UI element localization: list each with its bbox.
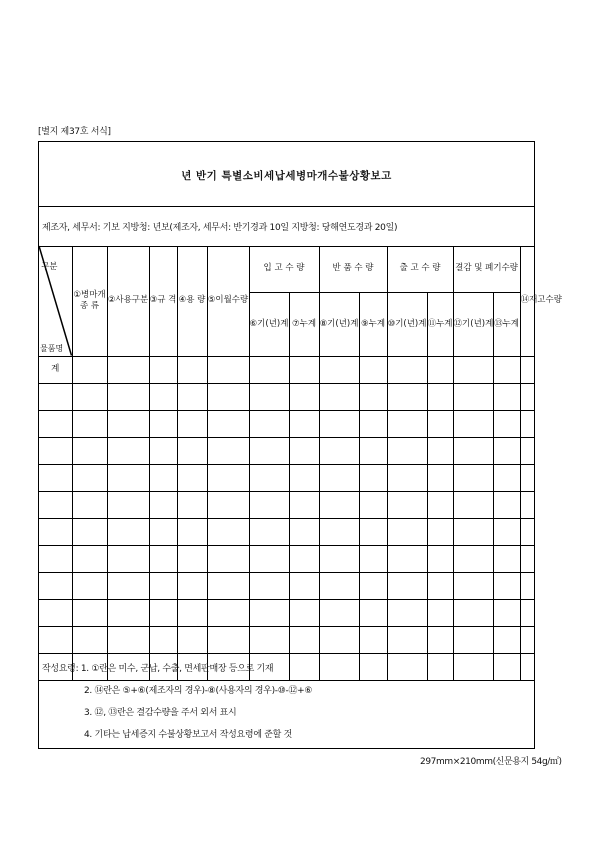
table-row <box>39 464 534 491</box>
form-title: 년 반기 특별소비세납세병마개수불상황보고 <box>181 170 392 182</box>
header-sub-11: ⑪누계 <box>427 292 453 356</box>
header-received: 입 고 수 량 <box>249 246 319 292</box>
table-row <box>39 518 534 545</box>
table-row <box>39 572 534 599</box>
table-row <box>39 383 534 410</box>
header-sub-13: ⑬누계 <box>493 292 520 356</box>
corner-cell <box>39 246 72 356</box>
table-row <box>39 599 534 626</box>
header-sub-7: ⑦누계 <box>289 292 319 356</box>
total-row <box>39 356 534 383</box>
header-returned: 반 품 수 량 <box>319 246 387 292</box>
table-row <box>39 491 534 518</box>
header-shipped: 출 고 수 량 <box>387 246 453 292</box>
header-sub-12: ⑫기(년)계 <box>453 292 493 356</box>
paper-spec: 297mm×210mm(신문용지 54g/㎡) <box>420 757 562 767</box>
header-usage: ②사용구분 <box>107 246 149 356</box>
submission-info: 제조자, 세무서: 기보 지방청: 년보(제조자, 세무서: 반기경과 10일 지방청: 당해연도경과 20일) <box>42 223 398 233</box>
total-label: 계 <box>39 356 72 383</box>
instruction-3: 3. ⑫, ⑬란은 결감수량을 주서 외서 표시 <box>84 708 237 718</box>
instruction-2: 2. ⑭란은 ⑤+⑥(제조자의 경우)-⑧(사용자의 경우)-⑩-⑫+⑥ <box>84 686 313 696</box>
header-sub-9: ⑨누계 <box>359 292 387 356</box>
header-sub-10: ⑩기(년)계 <box>387 292 427 356</box>
table-row <box>39 437 534 464</box>
instruction-4: 4. 기타는 납세증지 수불상황보고서 작성요령에 준할 것 <box>84 730 293 740</box>
header-stock: ⑭재고수량 <box>520 246 534 356</box>
instruction-1: 작성요령: 1. ①란은 미수, 군납, 수출, 면세판매장 등으로 기재 <box>42 664 274 674</box>
header-carryover: ⑤이월수량 <box>207 246 249 356</box>
table-row <box>39 545 534 572</box>
table-row <box>39 410 534 437</box>
inventory-table <box>39 246 562 681</box>
header-spec: ③규 격 <box>149 246 177 356</box>
header-item-name: 물품명 <box>40 343 64 353</box>
divider <box>39 206 534 207</box>
header-cap-type: ①병마개 종 류 <box>72 246 107 356</box>
header-category: 구분 <box>41 262 58 272</box>
header-capacity: ④용 량 <box>177 246 207 356</box>
report-form <box>38 141 562 749</box>
header-sub-8: ⑧기(년)계 <box>319 292 359 356</box>
form-id: [별지 제37호 서식] <box>38 127 111 137</box>
table-row <box>39 626 534 653</box>
header-loss-disposal: 결감 및 폐기수량 <box>453 246 520 292</box>
header-sub-6: ⑥기(년)계 <box>249 292 289 356</box>
